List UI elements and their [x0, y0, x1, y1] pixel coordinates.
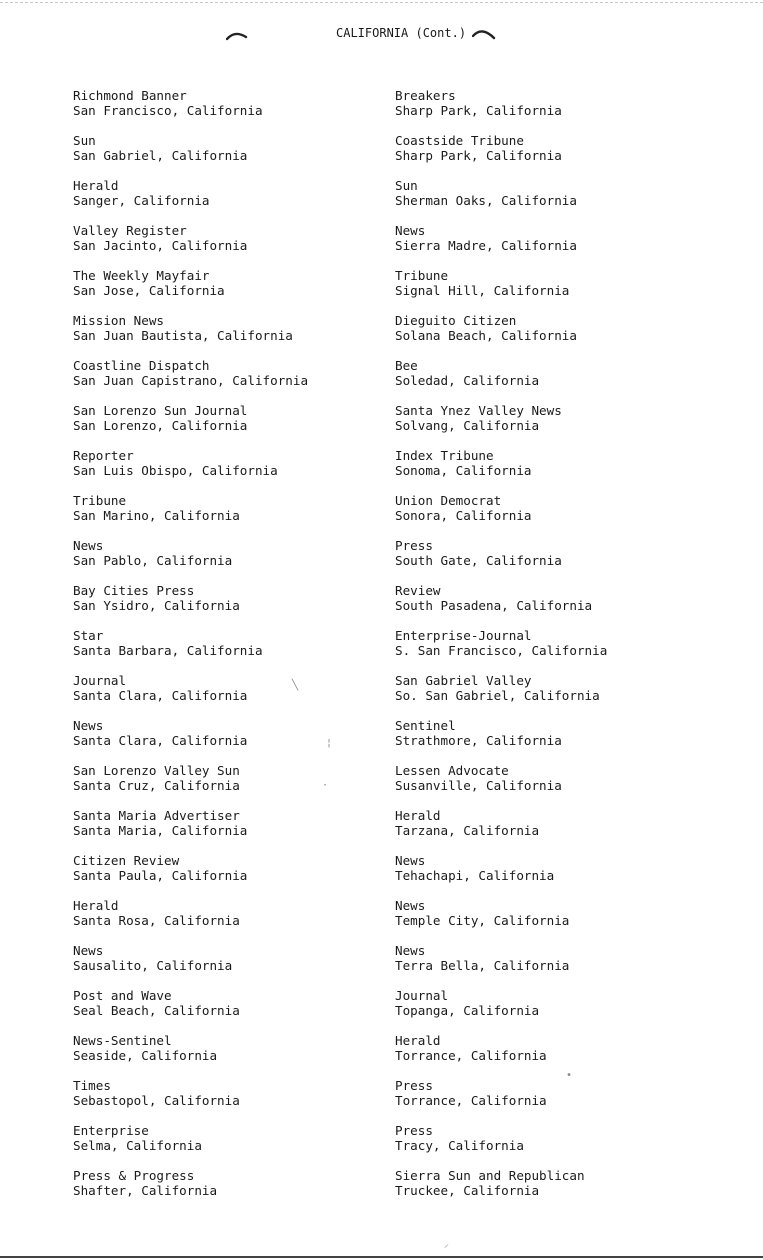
newspaper-name: Tribune: [73, 493, 127, 508]
newspaper-location: Terra Bella, California: [395, 958, 570, 973]
newspaper-name: San Gabriel Valley: [395, 673, 532, 688]
newspaper-entry: [395, 358, 735, 403]
newspaper-name: Valley Register: [73, 223, 187, 238]
newspaper-entry: [73, 943, 373, 988]
newspaper-name: News: [73, 538, 104, 553]
newspaper-location: Santa Cruz, California: [73, 778, 240, 793]
newspaper-location: South Gate, California: [395, 553, 562, 568]
newspaper-name: News: [395, 223, 426, 238]
newspaper-location: S. San Francisco, California: [395, 643, 608, 658]
newspaper-entry: [73, 898, 373, 943]
newspaper-entry: [395, 763, 735, 808]
newspaper-location: San Jacinto, California: [73, 238, 248, 253]
scan-speck: ⸝: [444, 1239, 449, 1250]
newspaper-location: Truckee, California: [395, 1183, 540, 1198]
newspaper-name: Santa Maria Advertiser: [73, 808, 240, 823]
newspaper-name: Index Tribune: [395, 448, 494, 463]
newspaper-entry: [73, 1168, 373, 1213]
newspaper-entry: [73, 538, 373, 583]
newspaper-location: San Marino, California: [73, 508, 240, 523]
page-bottom-edge: [0, 1256, 763, 1258]
newspaper-location: Santa Clara, California: [73, 733, 248, 748]
newspaper-entry: [395, 853, 735, 898]
newspaper-location: Strathmore, California: [395, 733, 562, 748]
newspaper-location: Santa Maria, California: [73, 823, 248, 838]
newspaper-entry: [395, 1168, 735, 1213]
newspaper-location: Torrance, California: [395, 1048, 547, 1063]
newspaper-location: Sherman Oaks, California: [395, 193, 577, 208]
page-top-edge: [0, 2, 763, 3]
newspaper-location: San Ysidro, California: [73, 598, 240, 613]
newspaper-location: Tarzana, California: [395, 823, 540, 838]
newspaper-entry: [73, 403, 373, 448]
newspaper-name: Citizen Review: [73, 853, 180, 868]
newspaper-location: Selma, California: [73, 1138, 202, 1153]
newspaper-name: Press: [395, 538, 433, 553]
newspaper-location: Shafter, California: [73, 1183, 218, 1198]
newspaper-entry: [395, 628, 735, 673]
newspaper-name: Enterprise: [73, 1123, 149, 1138]
newspaper-location: Topanga, California: [395, 1003, 540, 1018]
newspaper-name: Coastline Dispatch: [73, 358, 210, 373]
newspaper-location: Solvang, California: [395, 418, 540, 433]
newspaper-location: Santa Rosa, California: [73, 913, 240, 928]
newspaper-location: Solana Beach, California: [395, 328, 577, 343]
newspaper-name: Press & Progress: [73, 1168, 195, 1183]
newspaper-name: Sierra Sun and Republican: [395, 1168, 585, 1183]
newspaper-entry: [395, 88, 735, 133]
newspaper-entry: [73, 988, 373, 1033]
newspaper-entry: [73, 1123, 373, 1168]
newspaper-name: Times: [73, 1078, 111, 1093]
newspaper-entry: [395, 718, 735, 763]
newspaper-entry: [73, 268, 373, 313]
newspaper-name: Coastside Tribune: [395, 133, 524, 148]
newspaper-entry: [73, 583, 373, 628]
newspaper-location: San Lorenzo, California: [73, 418, 248, 433]
newspaper-name: Enterprise-Journal: [395, 628, 532, 643]
newspaper-location: San Juan Bautista, California: [73, 328, 293, 343]
newspaper-location: Torrance, California: [395, 1093, 547, 1108]
handwritten-check-mark: [472, 26, 496, 43]
newspaper-name: Lessen Advocate: [395, 763, 509, 778]
newspaper-entry: [73, 313, 373, 358]
newspaper-entry: [395, 1078, 735, 1123]
newspaper-location: Sausalito, California: [73, 958, 233, 973]
newspaper-location: San Gabriel, California: [73, 148, 248, 163]
newspaper-location: Sharp Park, California: [395, 148, 562, 163]
newspaper-name: Reporter: [73, 448, 134, 463]
newspaper-location: Seal Beach, California: [73, 1003, 240, 1018]
newspaper-name: Dieguito Citizen: [395, 313, 517, 328]
newspaper-name: Union Democrat: [395, 493, 502, 508]
newspaper-entry: [73, 448, 373, 493]
newspaper-location: San Luis Obispo, California: [73, 463, 278, 478]
newspaper-entry: [395, 403, 735, 448]
newspaper-entry: [73, 223, 373, 268]
newspaper-name: Herald: [73, 178, 119, 193]
newspaper-name: News-Sentinel: [73, 1033, 172, 1048]
newspaper-name: Herald: [73, 898, 119, 913]
newspaper-name: The Weekly Mayfair: [73, 268, 210, 283]
newspaper-entry: [395, 1123, 735, 1168]
newspaper-name: Sun: [73, 133, 96, 148]
newspaper-name: Mission News: [73, 313, 164, 328]
newspaper-entry: [395, 493, 735, 538]
newspaper-name: Herald: [395, 1033, 441, 1048]
handwritten-check-mark: [226, 28, 248, 44]
newspaper-location: Santa Clara, California: [73, 688, 248, 703]
newspaper-entry: [395, 898, 735, 943]
newspaper-entry: [395, 808, 735, 853]
newspaper-entry: [73, 88, 373, 133]
newspaper-entry: [73, 1078, 373, 1123]
newspaper-location: Santa Barbara, California: [73, 643, 263, 658]
newspaper-entry: [73, 133, 373, 178]
newspaper-name: Press: [395, 1078, 433, 1093]
newspaper-name: Bee: [395, 358, 418, 373]
newspaper-name: Sun: [395, 178, 418, 193]
newspaper-name: Journal: [395, 988, 449, 1003]
scan-speck: ╲: [292, 680, 299, 691]
scan-speck: ¦: [326, 738, 333, 749]
newspaper-location: Sonora, California: [395, 508, 532, 523]
newspaper-entry: [73, 493, 373, 538]
newspaper-entry: [395, 223, 735, 268]
newspaper-location: Tehachapi, California: [395, 868, 555, 883]
newspaper-name: Herald: [395, 808, 441, 823]
newspaper-name: Post and Wave: [73, 988, 172, 1003]
newspaper-entry: [73, 808, 373, 853]
newspaper-location: San Francisco, California: [73, 103, 263, 118]
newspaper-location: Sanger, California: [73, 193, 210, 208]
newspaper-name: San Lorenzo Sun Journal: [73, 403, 248, 418]
newspaper-entry: [73, 628, 373, 673]
newspaper-name: News: [73, 718, 104, 733]
newspaper-entry: [73, 358, 373, 403]
newspaper-location: Sonoma, California: [395, 463, 532, 478]
left-column-list: [73, 88, 373, 1213]
newspaper-location: Tracy, California: [395, 1138, 524, 1153]
newspaper-entry: [395, 268, 735, 313]
newspaper-entry: [73, 853, 373, 898]
newspaper-entry: [73, 178, 373, 223]
newspaper-name: Santa Ynez Valley News: [395, 403, 562, 418]
newspaper-name: Sentinel: [395, 718, 456, 733]
newspaper-location: Temple City, California: [395, 913, 570, 928]
newspaper-location: Signal Hill, California: [395, 283, 570, 298]
newspaper-name: San Lorenzo Valley Sun: [73, 763, 240, 778]
newspaper-name: News: [395, 943, 426, 958]
page-title: CALIFORNIA (Cont.): [336, 26, 467, 40]
newspaper-location: Susanville, California: [395, 778, 562, 793]
newspaper-entry: [73, 1033, 373, 1078]
newspaper-entry: [395, 448, 735, 493]
newspaper-name: News: [395, 898, 426, 913]
newspaper-location: Sierra Madre, California: [395, 238, 577, 253]
newspaper-location: San Pablo, California: [73, 553, 233, 568]
newspaper-entry: [395, 943, 735, 988]
newspaper-entry: [395, 673, 735, 718]
newspaper-name: Tribune: [395, 268, 449, 283]
newspaper-entry: [395, 313, 735, 358]
newspaper-location: Sebastopol, California: [73, 1093, 240, 1108]
scan-speck: ·: [322, 780, 329, 791]
newspaper-name: Review: [395, 583, 441, 598]
newspaper-location: Sharp Park, California: [395, 103, 562, 118]
newspaper-entry: [73, 673, 373, 718]
newspaper-location: Soledad, California: [395, 373, 540, 388]
newspaper-entry: [395, 538, 735, 583]
newspaper-name: Bay Cities Press: [73, 583, 195, 598]
newspaper-entry: [395, 1033, 735, 1078]
newspaper-name: Richmond Banner: [73, 88, 187, 103]
right-column-list: [395, 88, 735, 1213]
newspaper-location: San Jose, California: [73, 283, 225, 298]
newspaper-entry: [395, 133, 735, 178]
newspaper-location: Seaside, California: [73, 1048, 218, 1063]
newspaper-entry: [395, 178, 735, 223]
newspaper-entry: [395, 988, 735, 1033]
newspaper-name: Journal: [73, 673, 127, 688]
newspaper-location: San Juan Capistrano, California: [73, 373, 309, 388]
newspaper-name: Press: [395, 1123, 433, 1138]
newspaper-name: Breakers: [395, 88, 456, 103]
scan-speck: •: [566, 1070, 573, 1081]
newspaper-entry: [395, 583, 735, 628]
newspaper-name: Star: [73, 628, 104, 643]
newspaper-name: News: [395, 853, 426, 868]
newspaper-name: News: [73, 943, 104, 958]
newspaper-location: So. San Gabriel, California: [395, 688, 600, 703]
newspaper-location: Santa Paula, California: [73, 868, 248, 883]
newspaper-location: South Pasadena, California: [395, 598, 593, 613]
